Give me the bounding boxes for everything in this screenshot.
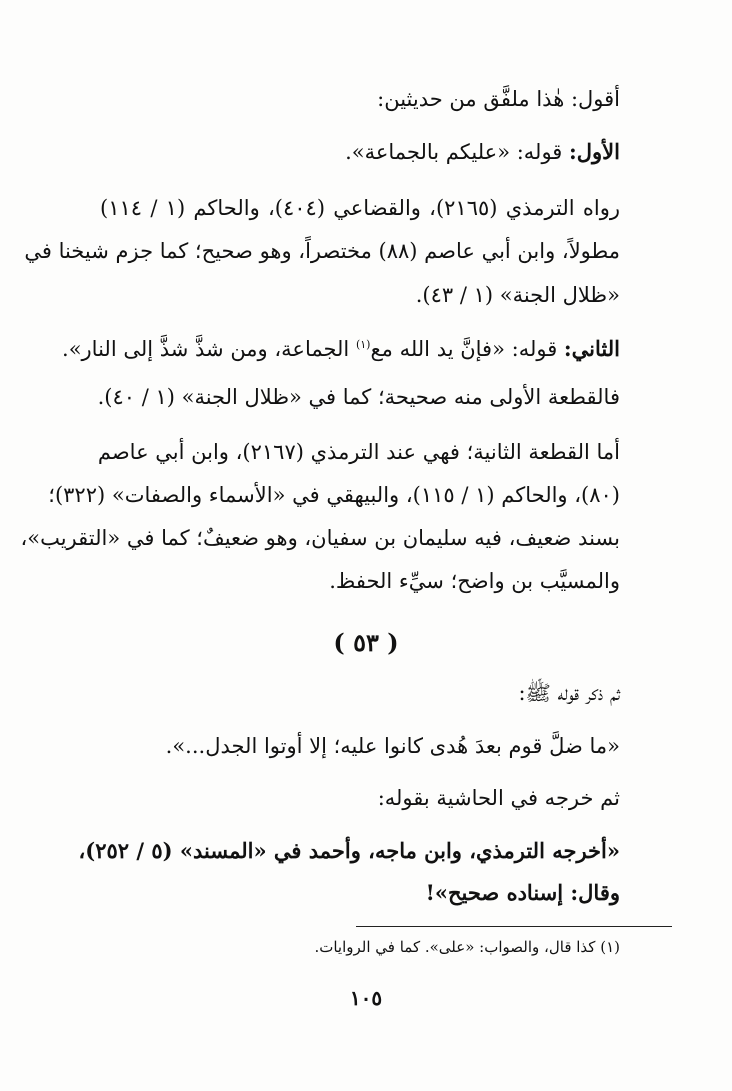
section2-quote: «ما ضلَّ قوم بعدَ هُدى كانوا عليه؛ إلا أوتوا الجدل...». <box>165 734 620 758</box>
first-label: الأول: <box>569 139 620 164</box>
intro-line: أقول: هٰذا ملفَّق من حديثين: <box>377 87 620 111</box>
first-hadith-text: قوله: «عليكم بالجماعة». <box>345 140 563 164</box>
paragraph3-line4: والمسيَّب بن واضح؛ سيِّء الحفظ. <box>329 569 620 593</box>
paragraph3-line3: بسند ضعيف، فيه سليمان بن سفيان، وهو ضعيفٌ؛ كما في «التقريب»، <box>20 526 620 550</box>
second-hadith-line <box>62 330 620 364</box>
paragraph2: فالقطعة الأولى منه صحيحة؛ كما في «ظلال الجنة» (١ / ٤٠). <box>97 385 620 409</box>
footnote-text: (١) كذا قال، والصواب: «على». كما في الروايات. <box>314 938 620 956</box>
paragraph1-line2: مطولاً، وابن أبي عاصم (٨٨) مختصراً، وهو صحيح؛ كما جزم شيخنا في <box>24 239 620 263</box>
paragraph3-line2: (٨٠)، والحاكم (١ / ١١٥)، والبيهقي في «الأسماء والصفات» (٣٢٢)؛ <box>48 483 620 507</box>
section2-line1: ثم ذكر قوله ﷺ: <box>518 681 620 705</box>
section2-line4: «أخرجه الترمذي، وابن ماجه، وأحمد في «المسند» (٥ / ٢٥٢)، <box>78 838 620 863</box>
footnote-divider <box>356 926 672 927</box>
second-hadith-text-a: قوله: «فإنَّ يد الله مع <box>370 337 558 361</box>
page-number: ١٠٥ <box>349 986 383 1010</box>
section2-line5: وقال: إسناده صحيح»! <box>425 880 620 905</box>
section2-line3: ثم خرجه في الحاشية بقوله: <box>377 786 620 810</box>
section-number-heading: ( ٥٣ ) <box>333 628 399 657</box>
footnote-marker[interactable]: (١) <box>355 338 371 351</box>
paragraph1-line3: «ظلال الجنة» (١ / ٤٣). <box>415 283 620 307</box>
second-label: الثاني: <box>563 336 620 361</box>
paragraph1-line1: رواه الترمذي (٢١٦٥)، والقضاعي (٤٠٤)، والحاكم (١ / ١١٤) <box>100 196 620 220</box>
paragraph3-line1: أما القطعة الثانية؛ فهي عند الترمذي (٢١٦٧)، وابن أبي عاصم <box>97 440 620 464</box>
first-hadith-line <box>100 137 620 167</box>
second-hadith-text-b: الجماعة، ومن شذَّ شذَّ إلى النار». <box>62 337 356 361</box>
